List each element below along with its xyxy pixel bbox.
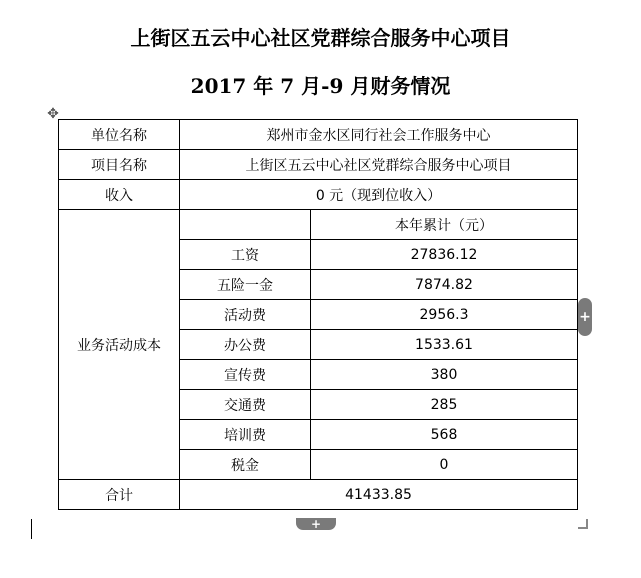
cost-item-value-cell[interactable]: 380 xyxy=(311,360,578,390)
cost-item-value-cell[interactable]: 285 xyxy=(311,390,578,420)
table-row-unit xyxy=(59,120,578,150)
cost-item-name-cell[interactable]: 培训费 xyxy=(180,420,311,450)
cost-item-value-cell[interactable]: 2956.3 xyxy=(311,300,578,330)
income-label-cell[interactable]: 收入 xyxy=(59,180,180,210)
cost-item-name-cell[interactable]: 宣传费 xyxy=(180,360,311,390)
table-row-project xyxy=(59,150,578,180)
table-row-income xyxy=(59,180,578,210)
cost-item-name-cell[interactable]: 五险一金 xyxy=(180,270,311,300)
income-value-cell[interactable]: 0 元（现到位收入） xyxy=(180,180,578,210)
add-row-below-icon[interactable]: + xyxy=(296,518,336,530)
cost-item-name-cell[interactable]: 办公费 xyxy=(180,330,311,360)
total-value-cell[interactable]: 41433.85 xyxy=(180,480,578,510)
document-title: 上街区五云中心社区党群综合服务中心项目 xyxy=(130,26,511,50)
cost-label-cell[interactable]: 业务活动成本 xyxy=(59,210,180,480)
ytd-header-cell[interactable]: 本年累计（元） xyxy=(311,210,578,240)
unit-value-cell[interactable]: 郑州市金水区同行社会工作服务中心 xyxy=(180,120,578,150)
cost-item-name-cell[interactable]: 税金 xyxy=(180,450,311,480)
table-move-handle-icon[interactable]: ✥ xyxy=(47,106,59,122)
unit-label-cell[interactable]: 单位名称 xyxy=(59,120,180,150)
cost-item-name-cell[interactable]: 工资 xyxy=(180,240,311,270)
cost-item-value-cell[interactable]: 568 xyxy=(311,420,578,450)
add-column-right-icon[interactable]: + xyxy=(578,298,592,336)
cost-item-name-cell[interactable]: 活动费 xyxy=(180,300,311,330)
text-cursor xyxy=(31,519,32,539)
project-value-cell[interactable]: 上街区五云中心社区党群综合服务中心项目 xyxy=(180,150,578,180)
finance-table xyxy=(58,119,578,510)
cost-item-value-cell[interactable]: 7874.82 xyxy=(311,270,578,300)
cost-item-value-cell[interactable]: 1533.61 xyxy=(311,330,578,360)
table-row-header xyxy=(59,210,578,240)
document-subtitle: 2017 年 7 月-9 月财务情况 xyxy=(190,74,451,98)
cost-item-value-cell[interactable]: 27836.12 xyxy=(311,240,578,270)
cost-item-name-cell[interactable]: 交通费 xyxy=(180,390,311,420)
table-resize-icon[interactable] xyxy=(578,519,588,529)
project-label-cell[interactable]: 项目名称 xyxy=(59,150,180,180)
table-row-total xyxy=(59,480,578,510)
cost-item-value-cell[interactable]: 0 xyxy=(311,450,578,480)
total-label-cell[interactable]: 合计 xyxy=(59,480,180,510)
header-empty-cell[interactable] xyxy=(180,210,311,240)
